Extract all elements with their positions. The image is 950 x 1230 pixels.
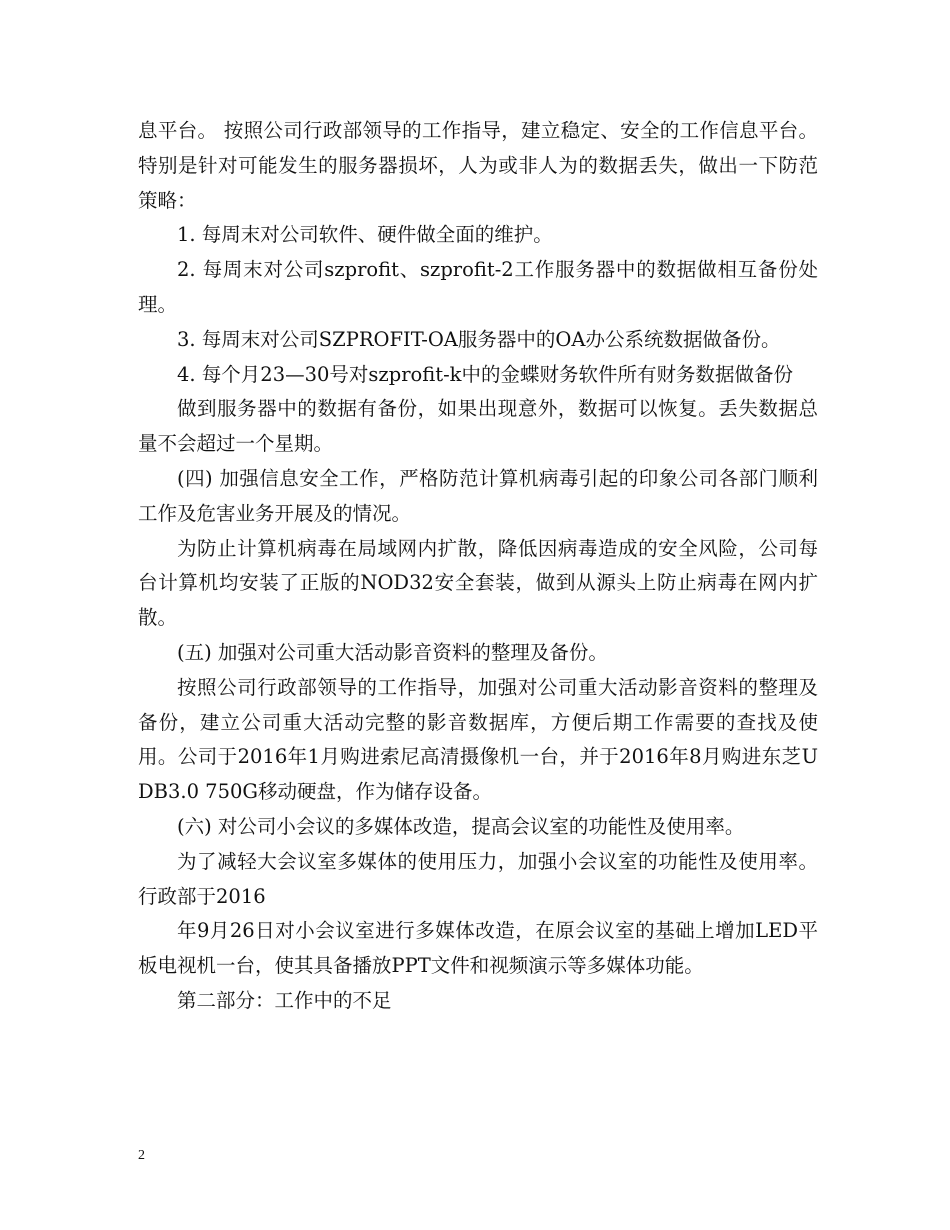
- section-heading-6: (六) 对公司小会议的多媒体改造，提高会议室的功能性及使用率。: [177, 814, 745, 838]
- part-two-heading: 第二部分：工作中的不足: [177, 988, 392, 1012]
- page-number: 2: [138, 1148, 145, 1163]
- paragraph-antivirus: 为防止计算机病毒在局域网内扩散，降低因病毒造成的安全风险，公司每台计算机均安装了正版的NOD32安全套装，做到从源头上防止病毒在网内扩散。: [138, 536, 818, 630]
- list-item-2: 2. 每周末对公司szprofit、szprofit-2工作服务器中的数据做相互备份处理。: [138, 258, 818, 316]
- paragraph-media-archive: 按照公司行政部领导的工作指导，加强对公司重大活动影音资料的整理及备份，建立公司重大活动完整的影音数据库，方便后期工作需要的查找及使用。公司于2016年1月购进索尼高清摄像机一台，并于2016年8月购进东芝UDB3.0 750G移动硬盘，作为储存设备。: [138, 675, 818, 804]
- paragraph-meeting-room-a: 为了减轻大会议室多媒体的使用压力，加强小会议室的功能性及使用率。行政部于2016: [138, 849, 818, 908]
- document-body: [138, 114, 818, 1019]
- paragraph-meeting-room-b: 年9月26日对小会议室进行多媒体改造，在原会议室的基础上增加LED平板电视机一台，使其具备播放PPT文件和视频演示等多媒体功能。: [138, 919, 818, 978]
- section-heading-4: (四) 加强信息安全工作，严格防范计算机病毒引起的印象公司各部门顺利工作及危害业务开展及的情况。: [138, 466, 818, 525]
- paragraph-intro: 息平台。 按照公司行政部领导的工作指导，建立稳定、安全的工作信息平台。特别是针对可能发生的服务器损坏，人为或非人为的数据丢失，做出一下防范策略：: [138, 119, 818, 212]
- paragraph-backup-summary: 做到服务器中的数据有备份，如果出现意外，数据可以恢复。丢失数据总量不会超过一个星期。: [138, 397, 818, 456]
- section-heading-5: (五) 加强对公司重大活动影音资料的整理及备份。: [177, 640, 608, 664]
- list-item-1: 1. 每周末对公司软件、硬件做全面的维护。: [177, 223, 553, 247]
- list-item-4: 4. 每个月23—30号对szprofit-k中的金蝶财务软件所有财务数据做备份: [177, 362, 794, 386]
- list-item-3: 3. 每周末对公司SZPROFIT-OA服务器中的OA办公系统数据做备份。: [177, 327, 781, 351]
